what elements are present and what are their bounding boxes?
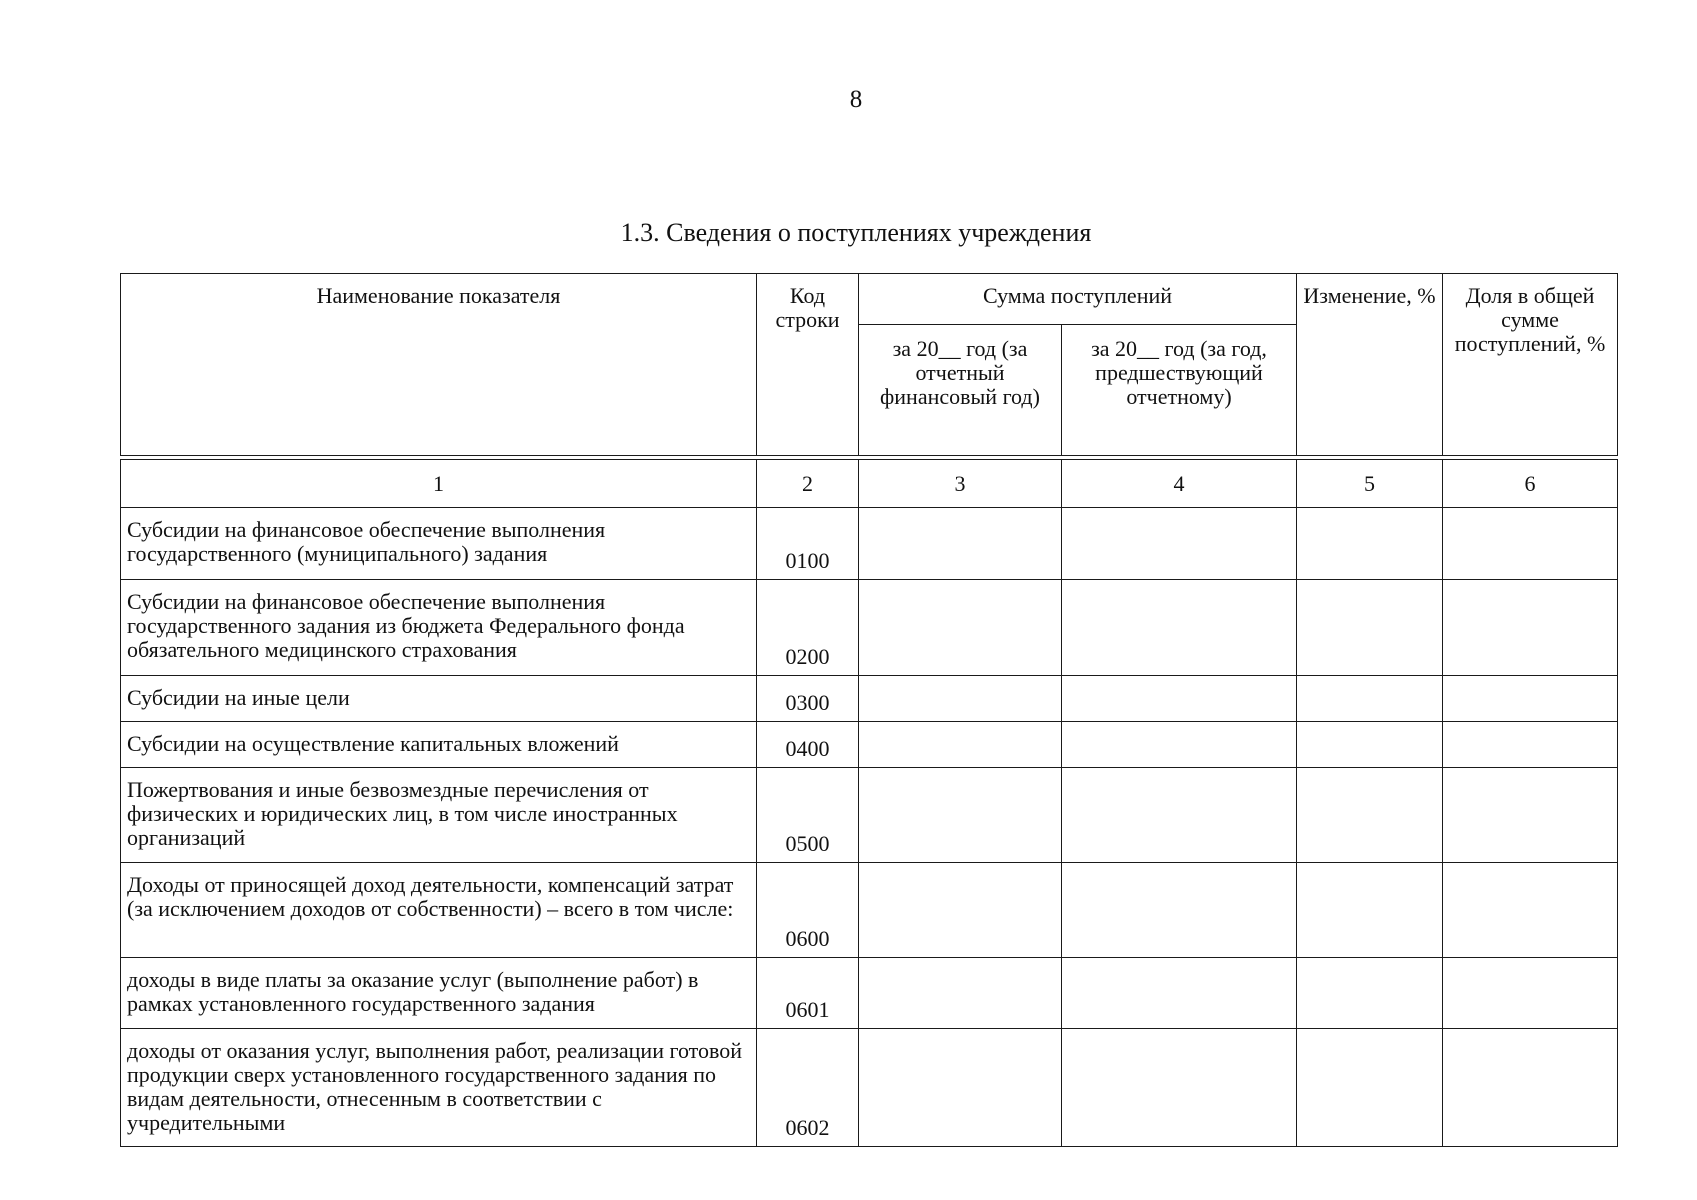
row-code: 0100	[757, 508, 859, 580]
cell-sum-current	[859, 958, 1062, 1029]
header-sum-current: за 20__ год (за отчетный финансовый год)	[859, 325, 1062, 456]
cell-sum-previous	[1062, 863, 1297, 958]
table-row	[121, 958, 1618, 1029]
row-code: 0400	[757, 722, 859, 768]
cell-change	[1297, 580, 1443, 676]
cell-sum-current	[859, 863, 1062, 958]
row-name: Субсидии на иные цели	[121, 676, 757, 722]
cell-change	[1297, 863, 1443, 958]
row-name: Доходы от приносящей доход деятельности, компенсаций затрат (за исключением доходов от собственности) – всего в том числе:	[121, 863, 757, 958]
row-name: доходы в виде платы за оказание услуг (выполнение работ) в рамках установленного государственного задания	[121, 958, 757, 1029]
cell-sum-previous	[1062, 508, 1297, 580]
cell-change	[1297, 508, 1443, 580]
row-name: доходы от оказания услуг, выполнения работ, реализации готовой продукции сверх установленного государственного задания по видам деятельности, отнесенным в соответствии с учредительными	[121, 1029, 757, 1147]
cell-sum-current	[859, 722, 1062, 768]
column-number: 1	[121, 460, 757, 508]
column-number: 5	[1297, 460, 1443, 508]
header-name: Наименование показателя	[121, 274, 757, 456]
cell-change	[1297, 676, 1443, 722]
table-row	[121, 1029, 1618, 1147]
section-title: 1.3. Сведения о поступлениях учреждения	[620, 218, 1092, 247]
cell-sum-previous	[1062, 676, 1297, 722]
cell-share	[1443, 1029, 1618, 1147]
row-name: Субсидии на осуществление капитальных вложений	[121, 722, 757, 768]
row-name: Пожертвования и иные безвозмездные перечисления от физических и юридических лиц, в том числе иностранных организаций	[121, 768, 757, 863]
cell-share	[1443, 958, 1618, 1029]
cell-sum-current	[859, 1029, 1062, 1147]
cell-sum-previous	[1062, 1029, 1297, 1147]
page-number: 8	[849, 86, 863, 113]
cell-change	[1297, 768, 1443, 863]
cell-sum-current	[859, 768, 1062, 863]
row-name: Субсидии на финансовое обеспечение выполнения государственного задания из бюджета Федерального фонда обязательного медицинского страхования	[121, 580, 757, 676]
cell-sum-previous	[1062, 958, 1297, 1029]
report-table-header	[120, 273, 1618, 456]
column-number: 2	[757, 460, 859, 508]
row-name: Субсидии на финансовое обеспечение выполнения государственного (муниципального) задания	[121, 508, 757, 580]
row-code: 0600	[757, 863, 859, 958]
header-share: Доля в общей сумме поступлений, %	[1443, 274, 1618, 456]
row-code: 0200	[757, 580, 859, 676]
cell-share	[1443, 508, 1618, 580]
column-number-row	[121, 460, 1618, 508]
row-code: 0500	[757, 768, 859, 863]
column-number: 6	[1443, 460, 1618, 508]
cell-share	[1443, 676, 1618, 722]
header-code: Код строки	[757, 274, 859, 456]
cell-sum-current	[859, 580, 1062, 676]
cell-sum-previous	[1062, 580, 1297, 676]
cell-share	[1443, 768, 1618, 863]
table-row	[121, 508, 1618, 580]
cell-sum-current	[859, 508, 1062, 580]
table-row	[121, 768, 1618, 863]
table-row	[121, 676, 1618, 722]
cell-change	[1297, 722, 1443, 768]
cell-share	[1443, 580, 1618, 676]
report-table-body	[120, 459, 1618, 1147]
cell-sum-current	[859, 676, 1062, 722]
cell-change	[1297, 958, 1443, 1029]
cell-share	[1443, 863, 1618, 958]
row-code: 0300	[757, 676, 859, 722]
cell-change	[1297, 1029, 1443, 1147]
header-sum-previous: за 20__ год (за год, предшествующий отчетному)	[1062, 325, 1297, 456]
header-change: Изменение, %	[1297, 274, 1443, 456]
table-row	[121, 863, 1618, 958]
header-sum: Сумма поступлений	[859, 274, 1297, 325]
table-row	[121, 580, 1618, 676]
cell-sum-previous	[1062, 722, 1297, 768]
cell-sum-previous	[1062, 768, 1297, 863]
row-code: 0602	[757, 1029, 859, 1147]
cell-share	[1443, 722, 1618, 768]
column-number: 4	[1062, 460, 1297, 508]
row-code: 0601	[757, 958, 859, 1029]
column-number: 3	[859, 460, 1062, 508]
table-row	[121, 722, 1618, 768]
